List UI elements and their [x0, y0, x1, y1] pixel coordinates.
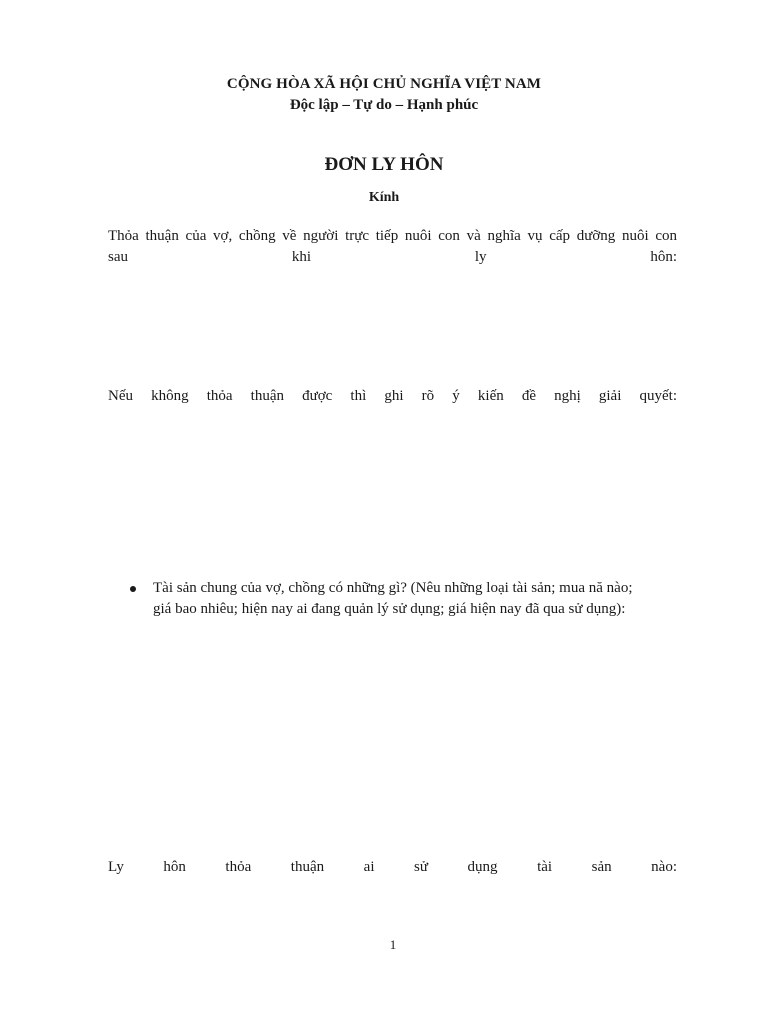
- national-motto: Độc lập – Tự do – Hạnh phúc: [289, 97, 479, 113]
- children-agreement-text: Thỏa thuận của vợ, chồng về người trực tiếp nuôi con và nghĩa vụ cấp dưỡng nuôi con: [108, 228, 677, 244]
- children-agreement-continuation: sau khi ly hôn:: [108, 249, 677, 265]
- property-usage-text: Ly hôn thỏa thuận ai sử dụng tài sản nào:: [108, 859, 677, 875]
- country-heading: CỘNG HÒA XÃ HỘI CHỦ NGHĨA VIỆT NAM: [226, 76, 542, 92]
- bullet-icon: [130, 586, 136, 592]
- document-title: ĐƠN LY HÔN: [324, 154, 444, 175]
- property-question-line1: Tài sản chung của vợ, chồng có những gì? (Nêu những loại tài sản; mua nă nào;: [153, 580, 633, 596]
- greeting-line: Kính: [368, 190, 400, 205]
- page-number: 1: [389, 937, 397, 952]
- property-question: [153, 578, 683, 620]
- property-question-line2: giá bao nhiêu; hiện nay ai đang quản lý sử dụng; giá hiện nay đã qua sử dụng):: [153, 601, 626, 617]
- no-agreement-text: Nếu không thỏa thuận được thì ghi rõ ý kiến đề nghị giải quyết:: [108, 388, 677, 404]
